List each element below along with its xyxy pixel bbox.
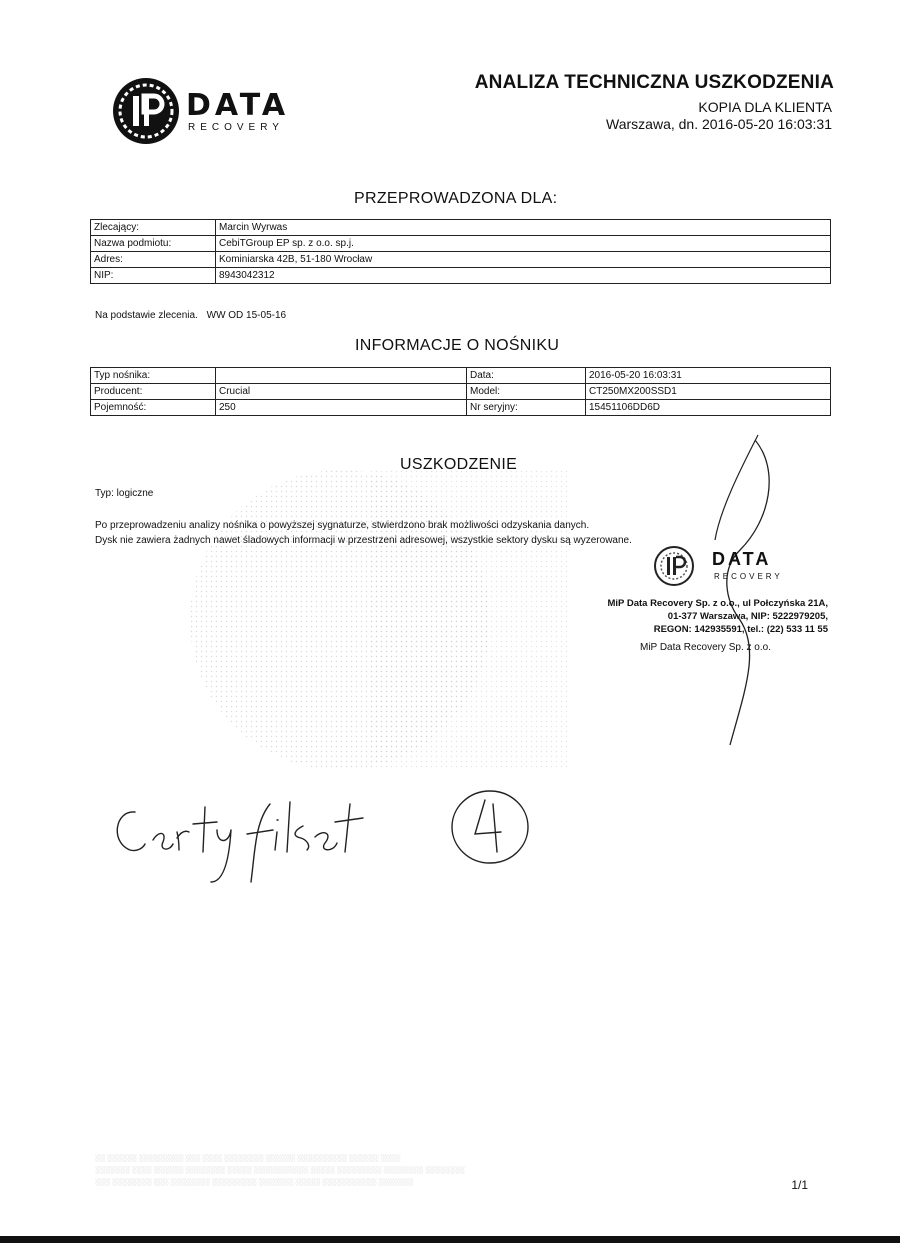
table-row [91, 368, 831, 384]
stamp-logo-text-main: DATA [712, 549, 772, 569]
scan-bottom-edge [0, 1236, 900, 1243]
client-heading: PRZEPROWADZONA DLA: [354, 190, 558, 207]
client-label: NIP: [91, 268, 216, 284]
client-label: Adres: [91, 252, 216, 268]
client-value: 8943042312 [216, 268, 831, 284]
logo-text-main: DATA [186, 88, 290, 123]
media-table [90, 367, 831, 416]
company-logo [108, 74, 318, 148]
media-label: Nr seryjny: [467, 400, 586, 416]
stamp-line: REGON: 142935591, tel.: (22) 533 11 55 [653, 624, 828, 635]
stamp-logo-text-sub: RECOVERY [714, 572, 783, 581]
place-date: Warszawa, dn. 2016-05-20 16:03:31 [606, 116, 832, 132]
document-title: ANALIZA TECHNICZNA USZKODZENIA [474, 72, 834, 93]
order-number: WW OD 15-05-16 [206, 310, 287, 321]
footer-faint-line: ░░░░░░░ ░░░░ ░░░░░░ ░░░░░░░░ ░░░░░ ░░░░░░░░░░░ ░░░░░ ░░░░░░░░░ ░░░░░░░░ ░░░░░░░░ [95, 1167, 465, 1174]
handwritten-note [105, 782, 545, 892]
table-row [91, 268, 831, 284]
document-subtitle [606, 99, 832, 133]
damage-description-line1: Po przeprowadzeniu analizy nośnika o powyższej sygnaturze, stwierdzono brak możliwości odzyskania danych. [95, 520, 590, 531]
copy-label: KOPIA DLA KLIENTA [698, 99, 832, 115]
stamp-logo [652, 545, 802, 587]
media-label: Typ nośnika: [91, 368, 216, 384]
media-value: 2016-05-20 16:03:31 [586, 368, 831, 384]
client-value: Marcin Wyrwas [216, 220, 831, 236]
media-heading: INFORMACJE O NOŚNIKU [355, 337, 560, 354]
client-value: Kominiarska 42B, 51-180 Wrocław [216, 252, 831, 268]
table-row [91, 220, 831, 236]
media-label: Pojemność: [91, 400, 216, 416]
signature [700, 430, 790, 750]
stamp-emblem-icon [652, 545, 696, 587]
table-row [91, 236, 831, 252]
table-row [91, 400, 831, 416]
stamp-line: 01-377 Warszawa, NIP: 5222979205, [667, 611, 828, 622]
media-value: 250 [216, 400, 467, 416]
footer-faint-line: ░░░ ░░░░░░░░ ░░░ ░░░░░░░░ ░░░░░░░░░ ░░░░░░░ ░░░░░ ░░░░░░░░░░░ ░░░░░░░ [95, 1179, 414, 1186]
logo-text-sub: RECOVERY [188, 122, 284, 133]
damage-type: Typ: logiczne [95, 488, 154, 499]
client-value: CebiTGroup EP sp. z o.o. sp.j. [216, 236, 831, 252]
table-row [91, 252, 831, 268]
client-label: Zlecający: [91, 220, 216, 236]
client-label: Nazwa podmiotu: [91, 236, 216, 252]
page-number: 1/1 [791, 1178, 808, 1192]
media-value [216, 368, 467, 384]
stamp-address [606, 597, 828, 636]
table-row [91, 384, 831, 400]
media-label: Producent: [91, 384, 216, 400]
damage-description-line2: Dysk nie zawiera żadnych nawet śladowych informacji w przestrzeni adresowej, wszystkie sektory dysku są wyzerowane. [95, 535, 632, 546]
order-note [95, 310, 286, 321]
stamp-line: MiP Data Recovery Sp. z o.o., ul Połczyńska 21A, [607, 598, 828, 609]
media-value: Crucial [216, 384, 467, 400]
client-table [90, 219, 831, 284]
media-value: CT250MX200SSD1 [586, 384, 831, 400]
footer-faint-line: ░░ ░░░░░░ ░░░░░░░░░ ░░░ ░░░░ ░░░░░░░░ ░░░░░░ ░░░░░░░░░░ ░░░░░░ ░░░░ [95, 1155, 401, 1162]
media-label: Model: [467, 384, 586, 400]
media-value: 15451106DD6D [586, 400, 831, 416]
damage-heading: USZKODZENIE [400, 456, 518, 473]
order-note-label: Na podstawie zlecenia. [95, 310, 198, 321]
media-label: Data: [467, 368, 586, 384]
stamp-company-name: MiP Data Recovery Sp. z o.o. [640, 642, 771, 653]
